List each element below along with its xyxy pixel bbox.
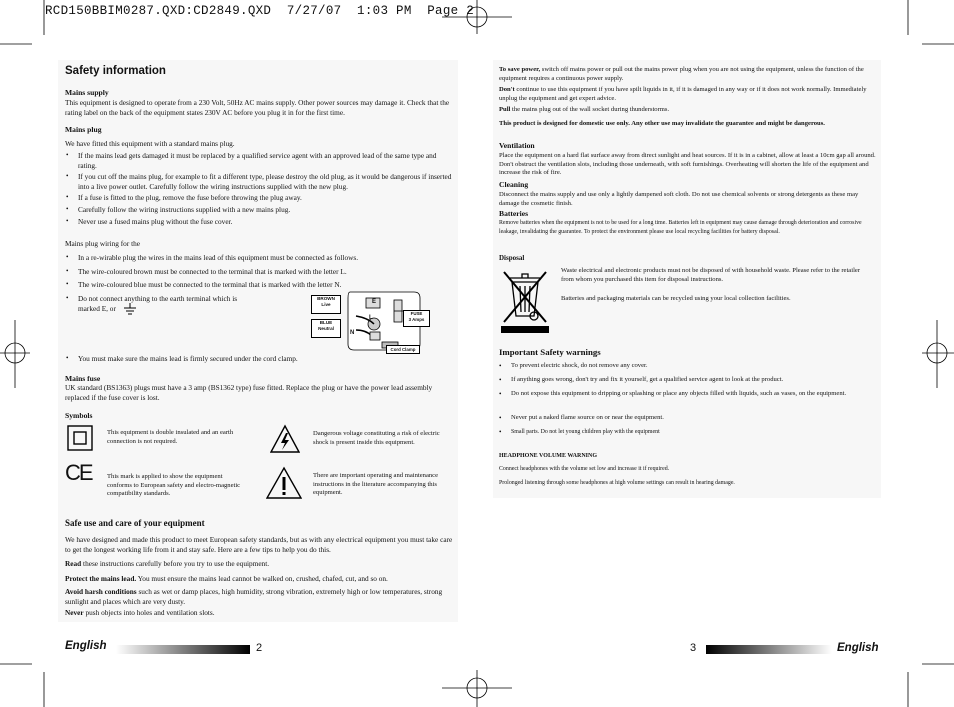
bullet: • <box>66 354 69 362</box>
ce-mark-icon: CE <box>65 460 92 485</box>
save-bold: To save power, <box>499 66 541 73</box>
bullet: • <box>66 217 69 225</box>
disposal-heading: Disposal <box>499 254 525 262</box>
mains-plug-intro: We have fitted this equipment with a standard mains plug. <box>65 139 235 148</box>
bullet: • <box>66 151 69 159</box>
protect-text: You must ensure the mains lead cannot be walked on, crushed, chafed, cut, and so on. <box>136 574 388 583</box>
ventilation-text: Place the equipment on a hard flat surface away from direct sunlight and heat sources. If it is in a cabinet, allow at least a 10cm gap all around. Don't obstruct the ventilation slots, including those underneath, with soft furnishings. Overheating will shorten the life of the equipment and increase the risk of fire. <box>499 152 876 177</box>
mains-supply-text: This equipment is designed to operate from a 230 Volt, 50Hz AC mains supply. Other power sources may damage it. Check that the rating label on the back of the equipment states 230V AC before you plug it in for the first time. <box>65 98 450 117</box>
list-item: Do not expose this equipment to dripping or splashing or place any objects filled with liquids, such as vases, on the equipment. <box>511 390 847 397</box>
page-number-right: 3 <box>690 642 697 654</box>
symbol-text: Dangerous voltage constituting a risk of electric shock is present inside this equipment. <box>313 430 440 446</box>
list-item: Never put a naked flame source on or near the equipment. <box>511 414 664 421</box>
avoid-text: such as wet or damp places, high humidity, strong vibration, extremely high or low temperatures, strong sunlight and places which are very dusty. <box>65 587 443 606</box>
brown-label: BROWN <box>317 296 335 301</box>
bullet: • <box>66 280 69 288</box>
read-text: these instructions carefully before you try to use the equipment. <box>81 559 270 568</box>
disposal-text-2: Batteries and packaging materials can be recycled using your local collection facilities. <box>561 295 791 302</box>
bullet: • <box>66 193 69 201</box>
list-item: If a fuse is fitted to the plug, remove the fuse before throwing the plug away. <box>78 193 302 202</box>
list-item: In a re-wirable plug the wires in the mains lead of this equipment must be connected as follows. <box>78 253 359 262</box>
list-item: If anything goes wrong, don't try and fix it yourself, get a qualified service agent to look at the product. <box>511 376 784 383</box>
mains-plug-heading: Mains plug <box>65 125 102 134</box>
safe-use-heading: Safe use and care of your equipment <box>65 518 205 528</box>
list-item: Small parts. Do not let young children play with the equipment <box>511 429 660 435</box>
save-text: switch off mains power or pull out the mains power plug when you are not using the equipment, unless the function of the equipment requires a continuous power supply. <box>499 66 864 82</box>
read-paragraph <box>65 559 453 569</box>
page-title: Safety information <box>65 65 166 77</box>
double-insulation-icon <box>67 425 93 451</box>
bullet: • <box>499 376 502 384</box>
list-item: You must make sure the mains lead is firmly secured under the cord clamp. <box>78 354 298 363</box>
protect-paragraph <box>65 574 453 584</box>
pull-bold: Pull <box>499 106 511 113</box>
bullet: • <box>499 414 502 422</box>
symbol-text: This mark is applied to show the equipment conforms to European safety and electro-magnetic compatibility standards. <box>107 473 241 498</box>
never-bold: Never <box>65 608 84 617</box>
footer-language-right: English <box>837 642 879 654</box>
mains-supply-heading: Mains supply <box>65 88 109 97</box>
batteries-text: Remove batteries when the equipment is not to be used for a long time. Batteries left in equipment may cause damage through deterioration and corrosive leakage, invalidating the guarantee. To protect the environment please use local recycling facilities for battery disposal. <box>499 220 862 235</box>
list-item: If you cut off the mains plug, for example to fit a different type, please destroy the old plug, as it would be dangerous if inserted into a live power outlet. Carefully follow the wiring instructions supplied with the new plug. <box>78 172 452 191</box>
batteries-heading: Batteries <box>499 209 529 218</box>
headphone-heading: HEADPHONE VOLUME WARNING <box>499 453 598 459</box>
plug-wiring-diagram <box>310 286 430 356</box>
footer-gradient-bar-right <box>706 645 832 654</box>
weee-bin-icon <box>500 266 550 334</box>
list-item: Do not connect anything to the earth terminal which is marked E, or <box>78 294 238 313</box>
protect-bold: Protect the mains lead. <box>65 574 137 583</box>
bullet: • <box>499 428 502 436</box>
domestic-notice: This product is designed for domestic use only. Any other use may invalidate the guarantee and might be dangerous. <box>499 120 825 127</box>
neutral-label: Neutral <box>318 325 334 331</box>
mains-fuse-heading: Mains fuse <box>65 374 101 383</box>
bullet: • <box>499 362 502 370</box>
avoid-paragraph <box>65 587 453 606</box>
print-slug: RCD150BBIM0287.QXD:CD2849.QXD 7/27/07 1:03 PM Page 2 <box>45 4 475 18</box>
headphone-line-2: Prolonged listening through some headphones at high volume settings can result in hearing damage. <box>499 480 735 486</box>
cleaning-heading: Cleaning <box>499 180 529 189</box>
list-item: Never use a fused mains plug without the fuse cover. <box>78 217 233 226</box>
earth-symbol-icon <box>123 303 137 315</box>
footer-gradient-bar-left <box>116 645 250 654</box>
bullet: • <box>66 205 69 213</box>
live-label: Live <box>321 301 331 307</box>
bullet: • <box>66 267 69 275</box>
bullet: • <box>66 172 69 180</box>
pull-text: the mains plug out of the wall socket during thunderstorms. <box>510 106 670 113</box>
disposal-text-1: Waste electrical and electronic products must not be disposed of with household waste. Please refer to the retailer from whom you purchased this item for disposal instructions. <box>561 267 861 283</box>
headphone-line-1: Connect headphones with the volume set low and increase it if required. <box>499 466 670 472</box>
bullet: • <box>66 294 69 302</box>
bullet: • <box>66 253 69 261</box>
terminal-e-label: E <box>372 299 377 305</box>
blue-label: BLUE <box>319 320 333 325</box>
pull-paragraph <box>499 106 877 115</box>
symbol-text: There are important operating and maintenance instructions in the literature accompanying this equipment. <box>313 472 439 497</box>
dont-text: continue to use this equipment if you have spilt liquids in it, if it is damaged in any way or if it does not work normally. Immediately unplug the equipment and get expert advice. <box>499 86 867 102</box>
terminal-l-label: L <box>369 315 373 321</box>
ventilation-heading: Ventilation <box>499 141 535 150</box>
page-number-left: 2 <box>256 642 263 654</box>
list-item: To prevent electric shock, do not remove any cover. <box>511 362 648 369</box>
symbols-heading: Symbols <box>65 411 93 420</box>
symbol-text: This equipment is double insulated and an earth connection is not required. <box>107 429 234 445</box>
list-item: The wire-coloured brown must be connected to the terminal that is marked with the letter L. <box>78 267 347 276</box>
dont-paragraph <box>499 86 877 103</box>
dont-bold: Don't <box>499 86 515 93</box>
lightning-warning-icon <box>270 424 300 454</box>
exclamation-warning-icon <box>266 466 302 500</box>
fuse-label: FUSE <box>410 311 423 316</box>
amps-label: 3 Amps <box>408 316 425 322</box>
avoid-bold: Avoid harsh conditions <box>65 587 137 596</box>
list-item: If the mains lead gets damaged it must be replaced by a qualified service agent with an approved lead of the same type and rating. <box>78 151 437 170</box>
never-paragraph <box>65 608 453 618</box>
cleaning-text: Disconnect the mains supply and use only a lightly dampened soft cloth. Do not use chemical solvents or strong detergents as these may damage the cosmetic finish. <box>499 191 859 207</box>
list-item: The wire-coloured blue must be connected to the terminal that is marked with the letter N. <box>78 280 342 289</box>
bullet: • <box>499 390 502 398</box>
never-text: push objects into holes and ventilation slots. <box>83 608 215 617</box>
mains-fuse-text: UK standard (BS1363) plugs must have a 3 amp (BS1362 type) fuse fitted. Replace the plug or have the power lead assembly replaced if the fuse cover is lost. <box>65 383 433 402</box>
save-power-paragraph <box>499 66 877 83</box>
terminal-n-label: N <box>350 330 355 336</box>
footer-language-left: English <box>65 640 107 652</box>
warnings-heading: Important Safety warnings <box>499 347 601 357</box>
wiring-heading: Mains plug wiring for the <box>65 239 140 248</box>
list-item: Carefully follow the wiring instructions supplied with a new mains plug. <box>78 205 291 214</box>
read-bold: Read <box>65 559 82 568</box>
safe-use-intro: We have designed and made this product to meet European safety standards, but as with any electrical equipment you must take care to get the longest working life from it and stay safe. Here are a few tips to help you do this. <box>65 535 453 554</box>
cord-clamp-label: Cord Clamp <box>386 345 420 354</box>
